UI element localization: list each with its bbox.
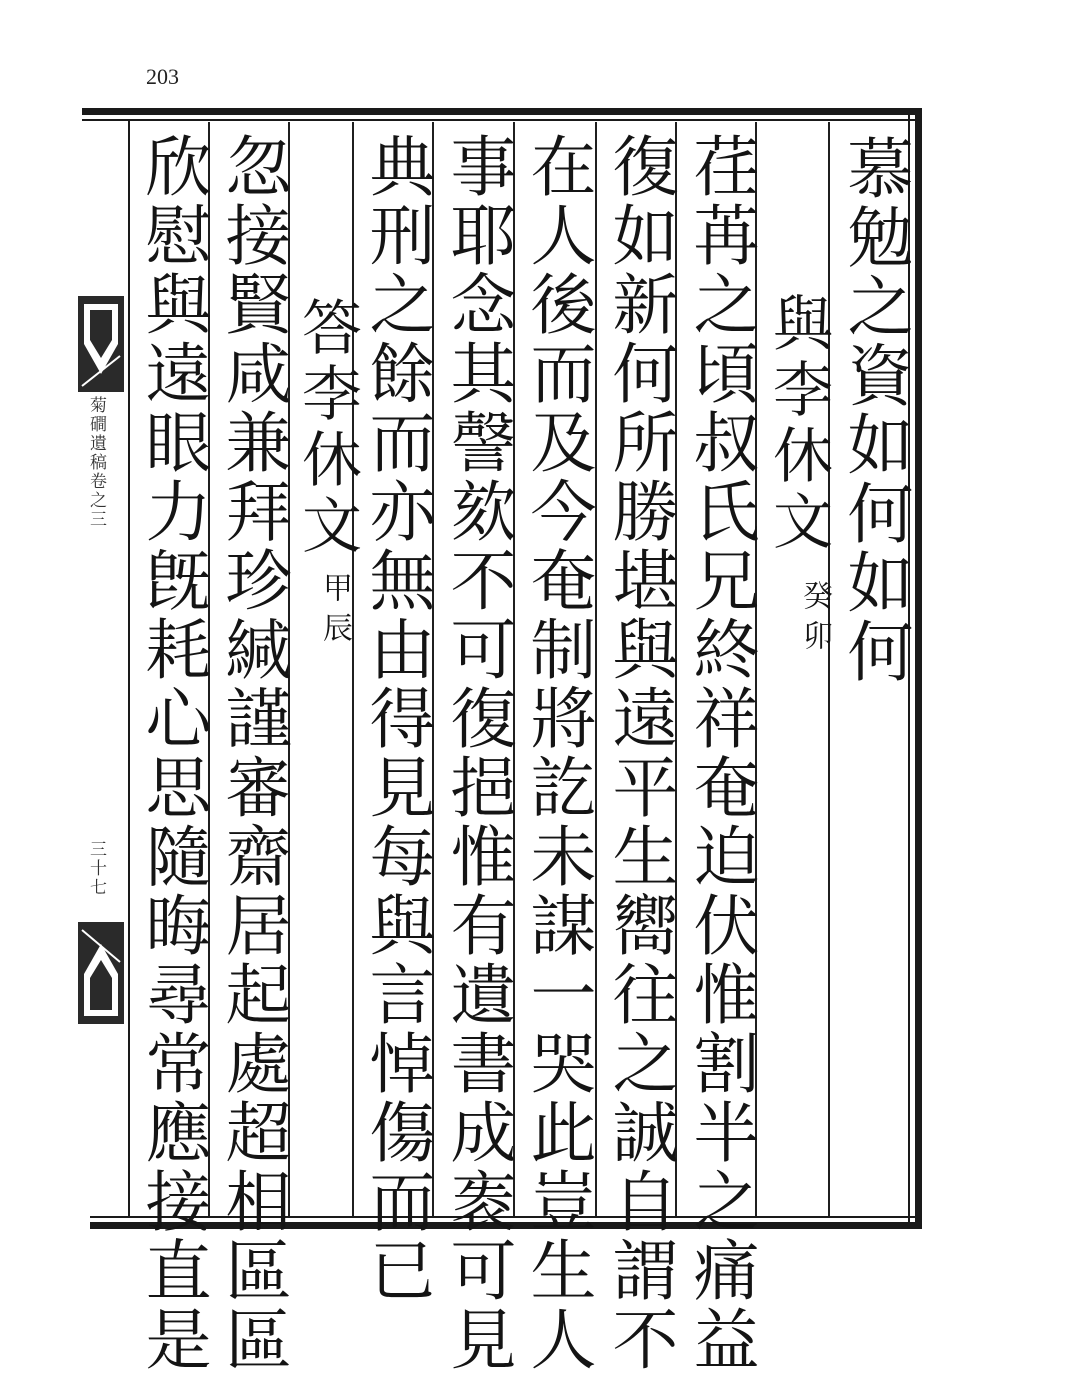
fold-margin-leaf-number: 三十七 <box>86 840 106 897</box>
column-divider <box>352 122 354 1216</box>
letter-heading: 答李休文 <box>292 296 362 560</box>
fishtail-ornament-bottom <box>78 922 124 1024</box>
frame-left-rule <box>128 120 130 1218</box>
letter-heading: 與李休文 <box>763 292 833 556</box>
text-column: 慕勉之資如何如何 <box>836 134 913 686</box>
text-column: 事耶念其謦欬不可復挹惟有遺書成袠可見 <box>439 132 516 1374</box>
text-column: 典刑之餘而亦無由得見每與言悼傷而已 <box>358 132 435 1305</box>
text-column: 荏苒之頃叔氏兄終祥奄迫伏惟割半之痛益 <box>682 132 759 1374</box>
letter-date-note: 癸卯 <box>797 580 832 660</box>
fold-margin-title: 菊磵遺稿卷之三 <box>86 396 106 529</box>
text-column: 欣慰與遠眼力旣耗心思隨晦尋常應接直是 <box>134 132 211 1374</box>
page-number: 203 <box>146 64 179 89</box>
frame-right-thick-rule <box>915 108 922 1229</box>
letter-date-note: 甲辰 <box>317 572 352 652</box>
text-column: 在人後而及今奄制將訖未謀一哭此豈生人 <box>519 132 596 1374</box>
frame-top-thick-rule <box>82 108 922 115</box>
frame-top-thin-rule <box>82 119 922 121</box>
fishtail-ornament-top <box>78 296 124 392</box>
text-column: 復如新何所勝堪與遠平生嚮往之誠自謂不 <box>601 132 678 1374</box>
text-column: 忽接賢咸兼拜珍緘謹審齋居起處超相區區 <box>214 132 291 1374</box>
column-divider <box>828 122 830 1216</box>
